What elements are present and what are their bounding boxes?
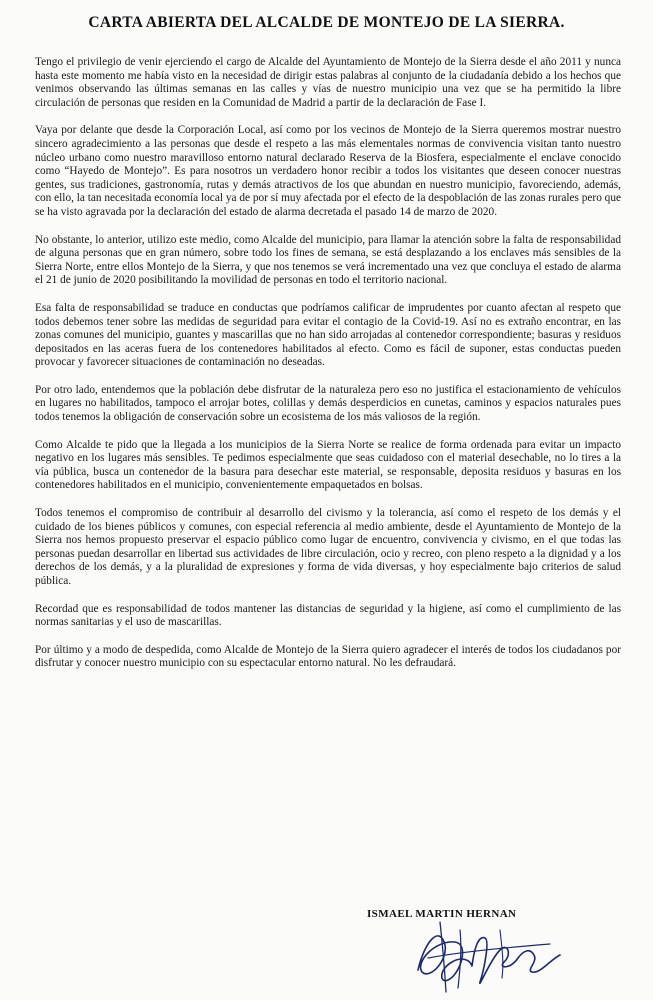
letter-title: CARTA ABIERTA DEL ALCALDE DE MONTEJO DE LA SIERRA. (88, 14, 565, 31)
letter-body (35, 56, 621, 685)
paragraph-3: No obstante, lo anterior, utilizo este medio, como Alcalde del municipio, para llamar la atención sobre la falta de responsabilidad de alguna personas que en gran número, sobre todo los fines de semana, se está desplazando a los enclaves más sensibles de la Sierra Norte, entre ellos Montejo de la Sierra, y que nos tenemos se verá incrementado una vez que concluya el estado de alarma el 21 de junio de 2020 posibilitando la movilidad de personas en todo el territorio nacional. (35, 233, 621, 287)
paragraph-8: Recordad que es responsabilidad de todos mantener las distancias de seguridad y la higiene, así como el cumplimiento de las normas sanitarias y el uso de mascarillas. (35, 602, 621, 629)
paragraph-6: Como Alcalde te pido que la llegada a los municipios de la Sierra Norte se realice de forma ordenada para evitar un impacto negativo en los lugares más sensibles. Te pedimos especialmente que seas cuidadoso con el material desechable, no lo tires a la vía pública, busca un contenedor de la basura para desechar este material, se responsable, deposita residuos y basuras en los contenedores habilitados en el municipio, convenientemente empaquetados en bolsas. (35, 438, 621, 492)
paragraph-7: Todos tenemos el compromiso de contribuir al desarrollo del civismo y la tolerancia, así como el respeto de los demás y el cuidado de los bienes públicos y comunes, con especial referencia al medio ambiente, desde el Ayuntamiento de Montejo de la Sierra nos hemos propuesto preservar el espacio público como lugar de encuentro, convivencia y civismo, en el que todas las personas puedan desarrollar en libertad sus actividades de libre circulación, ocio y recreo, con pleno respeto a la dignidad y a los derechos de los demás, y a la pluralidad de expresiones y forma de vida diversas, y hoy especialmente bajo criterios de salud pública. (35, 507, 621, 587)
paragraph-9: Por último y a modo de despedida, como Alcalde de Montejo de la Sierra quiero agradecer el interés de todos los ciudadanos por disfrutar y conocer nuestro municipio con su espectacular entorno natural. No les defraudará. (35, 643, 621, 670)
paragraph-2: Vaya por delante que desde la Corporación Local, así como por los vecinos de Montejo de la Sierra queremos mostrar nuestro sincero agradecimiento a las personas que desde el respeto a las más elementales normas de convivencia visitan tanto nuestro núcleo urbano como nuestro maravilloso entorno natural declarado Reserva de la Biosfera, especialmente el enclave conocido como “Hayedo de Montejo”. Es para nosotros un verdadero honor recibir a todos los visitantes que deseen conocer nuestras gentes, sus tradiciones, gastronomía, rutas y demás atractivos de los que abundan en nuestro municipio, favoreciendo, además, con ello, la tan necesitada economía local ya de por sí muy afectada por el efecto de la despoblación de las zonas rurales pero que se ha visto agravada por la declaración del estado de alarma decretada el pasado 14 de marzo de 2020. (35, 124, 621, 218)
paragraph-5: Por otro lado, entendemos que la población debe disfrutar de la naturaleza pero eso no justifica el estacionamiento de vehículos en lugares no habilitados, tampoco el arrojar botes, colillas y demás desperdicios en cunetas, caminos y espacios naturales pues todos tenemos la obligación de conservación sobre un ecosistema de los más valiosos de la región. (35, 383, 621, 424)
paragraph-4: Esa falta de responsabilidad se traduce en conductas que podríamos calificar de imprudentes por cuanto afectan al respeto que todos debemos tener sobre las medidas de seguridad para evitar el contagio de la Covid-19. Así no es extraño encontrar, en las zonas comunes del municipio, guantes y mascarillas que no han sido arrojadas al contenedor correspondiente; basuras y residuos depositados en las aceras fuera de los contenedores habilitados al efecto. Como es fácil de suponer, estas conductas pueden provocar y favorecer situaciones de contaminación no deseadas. (35, 301, 621, 369)
signer-name: ISMAEL MARTIN HERNAN (367, 908, 517, 920)
paragraph-1: Tengo el privilegio de venir ejerciendo el cargo de Alcalde del Ayuntamiento de Montejo de la Sierra desde el año 2011 y nunca hasta este momento me había visto en la necesidad de dirigir estas palabras al conjunto de la ciudadanía debido a los hechos que venimos observando las últimas semanas en las calles y vías de nuestro municipio una vez que se ha permitido la libre circulación de personas que residen en la Comunidad de Madrid a partir de la declaración de Fase I. (35, 56, 621, 109)
